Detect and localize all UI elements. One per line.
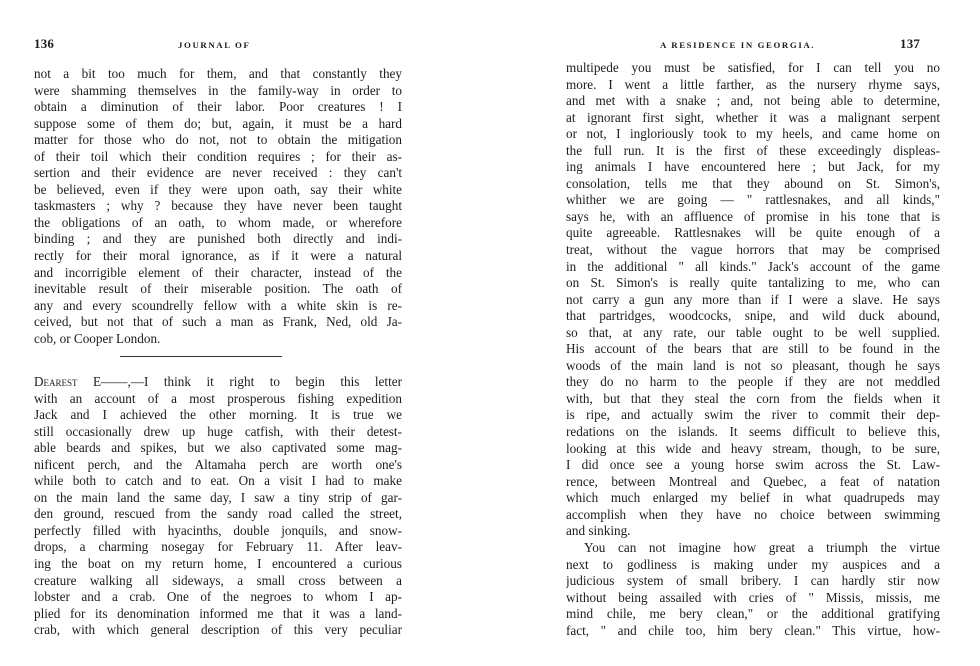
text-line: which much enlarged my belief in what quadrupeds may [566, 490, 940, 506]
text-line: obtain a diminution of their labor. Poor creatures ! I [34, 99, 402, 115]
text-line: suppose some of them do; but, again, it must be a hard [34, 115, 402, 131]
text-line: looking at this wide and heavy stream, though, to be sure, [566, 440, 940, 456]
running-head: A RESIDENCE IN GEORGIA. [660, 40, 816, 50]
text-line: nificent perch, and the Altamaha perch are worth one's [34, 456, 402, 472]
text-line: taskmasters ; why ? because they have never been taught [34, 198, 402, 214]
text-line: mind chile, me bery clean," or the additional gratifying [566, 606, 940, 622]
text-line: and met with a snake ; and, not being able to determine, [566, 93, 940, 109]
text-line: ing the boat on my return home, I encountered a curious [34, 556, 402, 572]
text-line: sertion and their evidence are never received : they can't [34, 165, 402, 181]
letter-paragraph [34, 374, 402, 639]
text-line: not carry a gun any more than if I were a slave. He says [566, 291, 940, 307]
running-head: JOURNAL OF [178, 40, 251, 50]
text-line: fact, " and chile too, him bery clean." This virtue, how- [566, 622, 940, 638]
paragraph [566, 60, 940, 540]
text-line: the obligations of an oath, to whom made, or wherefore [34, 214, 402, 230]
text-line: drops, a charming nosegay for February 11. After leav- [34, 539, 402, 555]
text-line: binding ; and they are punished both directly and indi- [34, 231, 402, 247]
text-line: says he, with an affluence of promise in his tone that is [566, 208, 940, 224]
text-line: any and every scoundrelly fellow with a white skin is re- [34, 297, 402, 313]
text-line: with, but that they steal the corn from the fields when it [566, 390, 940, 406]
text-line: plied for its denomination informed me that it was a land- [34, 605, 402, 621]
text-line: next to godliness is making under my auspices and a [566, 556, 940, 572]
page-number: 137 [900, 36, 921, 51]
text-line: able beards and spikes, but we also captivated some mag- [34, 440, 402, 456]
text-line: I did once see a young horse swim across the St. Law- [566, 457, 940, 473]
section-divider [120, 356, 282, 357]
text-line-rest: —I think it right to begin this letter [130, 374, 402, 389]
text-line: redations on the islands. It seems difficult to believe this, [566, 424, 940, 440]
text-line: be believed, even if they were upon oath, say their white [34, 181, 402, 197]
text-line: whither we are going — " rattlesnakes, and all kinds," [566, 192, 940, 208]
text-line: not a bit too much for them, and that constantly they [34, 66, 402, 81]
text-line: quite agreeable. Rattlesnakes will be quite enough of a [566, 225, 940, 241]
salutation: Dearest E——, [34, 374, 131, 389]
text-line: so that, at any rate, our table ought to be well supplied. [566, 324, 940, 340]
text-line: that partridges, woodcocks, snipe, and wild duck abound, [566, 308, 940, 324]
text-line: judicious system of small bribery. I can hardly stir now [566, 573, 940, 589]
text-line: lobster and a crab. One of the negroes to whom I ap- [34, 589, 402, 605]
text-line [34, 374, 402, 391]
text-line: on the main land the same day, I saw a tiny strip of gar- [34, 489, 402, 505]
text-line: and incorrigible element of their character, instead of the [34, 264, 402, 280]
paragraph-lines [34, 391, 402, 639]
text-line: creature walking all sideways, a small cross between a [34, 572, 402, 588]
paragraph [34, 66, 402, 347]
text-line: You can not imagine how great a triumph the virtue [584, 540, 940, 555]
text-line: inevitable result of their miserable position. The oath of [34, 281, 402, 297]
text-line: Jack and I achieved the other morning. It is true we [34, 407, 402, 423]
text-line: rectly for their moral ignorance, as if it were a natural [34, 248, 402, 264]
text-line: accomplish when they have no choice between swimming [566, 506, 940, 522]
text-line: crab, with which general description of this very peculiar [34, 622, 402, 638]
text-line: were shamming themselves in the family-way in order to [34, 82, 402, 98]
text-line: perfectly filled with hyacinths, double jonquils, and snow- [34, 522, 402, 538]
text-line: ing animals I have encountered here ; but Jack, for my [566, 159, 940, 175]
text-line: matter for those who do not, not to obtain the mitigation [34, 132, 402, 148]
text-line: cob, or Cooper London. [34, 330, 161, 346]
text-line: without being assailed with cries of " Missis, missis, me [566, 589, 940, 605]
text-line: treat, without the vague horrors that may be comprised [566, 242, 940, 258]
text-line: of their toil which their condition requires ; for their as- [34, 148, 402, 164]
text-line: His account of the bears that are still to be found in the [566, 341, 940, 357]
text-line: rence, between Montreal and Quebec, a feat of natation [566, 473, 940, 489]
right-page [490, 0, 980, 666]
text-line: while both to catch and to eat. On a visit I had to make [34, 473, 402, 489]
text-line: they do no harm to the people if they are not meddled [566, 374, 940, 390]
paragraph [566, 540, 940, 639]
text-line: in the additional " all kinds." Jack's account of the game [566, 258, 940, 274]
text-line: multipede you must be satisfied, for I can tell you no [566, 60, 940, 75]
text-line: ceived, but not that of such a man as Frank, Ned, old Ja- [34, 314, 402, 330]
text-line: den ground, rescued from the sandy road called the street, [34, 506, 402, 522]
text-line: consolation, tells me that they abound on St. Simon's, [566, 175, 940, 191]
text-line: and sinking. [566, 523, 631, 539]
text-line: or not, I ingloriously took to my heels, and came home on [566, 126, 940, 142]
text-line: still occasionally drew up huge catfish, with their detest- [34, 423, 402, 439]
text-line: woods of the main land is not so pleasant, though he says [566, 357, 940, 373]
text-line: the full run. It is the first of these exceedingly displeas- [566, 142, 940, 158]
text-line: at ignorant first sight, whether it was a malignant serpent [566, 109, 940, 125]
text-line: more. I went a little farther, as the nursery rhyme says, [566, 76, 940, 92]
page-number: 136 [34, 36, 55, 51]
text-line: on St. Simon's is really quite tantalizing to me, who can [566, 275, 940, 291]
text-line: is ripe, and actually swim the river to commit their dep- [566, 407, 940, 423]
text-line: with an account of a most prosperous fishing expedition [34, 390, 402, 406]
